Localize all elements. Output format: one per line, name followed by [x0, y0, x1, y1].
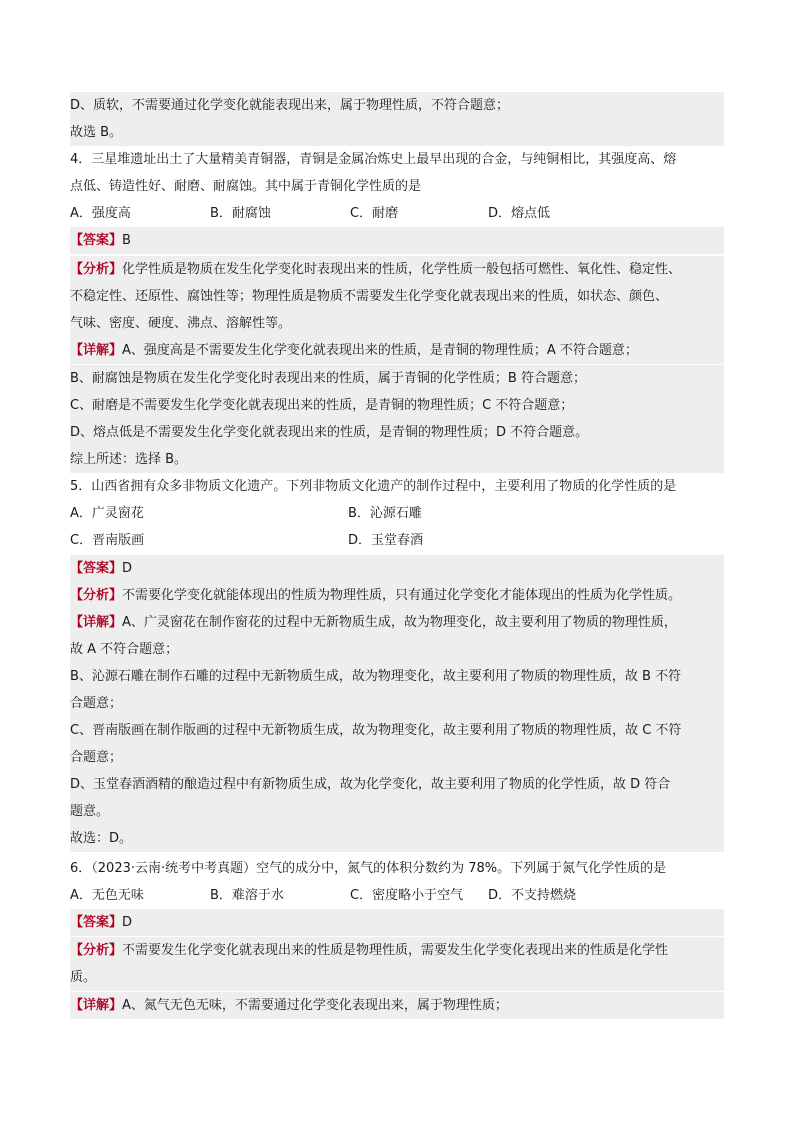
text: D	[122, 561, 133, 576]
option-a: A．广灵窗花	[70, 506, 144, 521]
option-b: B．耐腐蚀	[210, 206, 271, 221]
option-c: C．晋南版画	[70, 533, 145, 548]
question-4-options	[70, 200, 724, 227]
text-line	[70, 119, 724, 146]
text-line	[70, 446, 724, 473]
option-d: D．不支持燃烧	[488, 888, 577, 903]
option-a: A．强度高	[70, 206, 131, 221]
detail-label: 【详解】	[70, 343, 123, 358]
text-line	[70, 744, 724, 771]
text: 不稳定性、还原性、腐蚀性等；物理性质是物质不需要发生化学变化就表现出来的性质，如状态、颜色、	[70, 289, 669, 304]
text-line	[70, 717, 724, 744]
text-line	[70, 419, 724, 446]
text: 气味、密度、硬度、沸点、溶解性等。	[70, 316, 292, 331]
analysis-line	[70, 582, 724, 609]
text: 综上所述：选择 B。	[70, 452, 188, 467]
text: B	[122, 233, 131, 248]
option-d: D．玉堂春酒	[348, 533, 424, 548]
text-line	[70, 798, 724, 825]
text-line	[70, 771, 724, 798]
question-5-stem	[70, 473, 724, 500]
option-c: C．密度略小于空气	[350, 888, 464, 903]
text: C、晋南版画在制作版画的过程中无新物质生成，故为物理变化，故主要利用了物质的物理性质，故 C 不符	[70, 723, 682, 738]
text-line	[70, 636, 724, 663]
text-line	[70, 690, 724, 717]
text: 4．三星堆遗址出土了大量精美青铜器，青铜是金属冶炼史上最早出现的合金，与纯铜相比，其强度高、熔	[70, 152, 677, 167]
text-line	[70, 283, 724, 310]
text: 不需要发生化学变化就表现出来的性质是物理性质，需要发生化学变化表现出来的性质是化学性	[122, 943, 669, 958]
question-5-options	[70, 500, 724, 527]
analysis-line	[70, 256, 724, 283]
text-line	[70, 663, 724, 690]
text: 故选：D。	[70, 831, 133, 846]
text: D、熔点低是不需要发生化学变化就表现出来的性质，是青铜的物理性质；D 不符合题意。	[70, 425, 589, 440]
option-a: A．无色无味	[70, 888, 144, 903]
text-line	[70, 964, 724, 991]
detail-line	[70, 992, 724, 1019]
detail-line	[70, 337, 724, 364]
text: B、沁源石雕在制作石雕的过程中无新物质生成，故为物理变化，故主要利用了物质的物理性质，故 B 不符	[70, 669, 682, 684]
answer-line	[70, 555, 724, 582]
text-line	[70, 92, 724, 119]
question-6-stem	[70, 855, 724, 882]
analysis-label: 【分析】	[70, 943, 123, 958]
answer-line	[70, 227, 724, 254]
question-4-stem	[70, 146, 724, 173]
text-line	[70, 392, 724, 419]
text: 6．（2023·云南·统考中考真题）空气的成分中，氮气的体积分数约为 78%。下列属于氮气化学性质的是	[70, 861, 667, 876]
text: D	[122, 915, 133, 930]
analysis-label: 【分析】	[70, 262, 123, 277]
detail-label: 【详解】	[70, 998, 123, 1013]
option-d: D．熔点低	[488, 206, 551, 221]
detail-line	[70, 609, 724, 636]
answer-label: 【答案】	[70, 915, 123, 930]
question-6-options	[70, 882, 724, 909]
text: 化学性质是物质在发生化学变化时表现出来的性质，化学性质一般包括可燃性、氧化性、稳定性、	[122, 262, 682, 277]
text: 题意。	[70, 804, 110, 819]
text: A、广灵窗花在制作窗花的过程中无新物质生成，故为物理变化，故主要利用了物质的物理性质，	[122, 615, 677, 630]
text: C、耐磨是不需要发生化学变化就表现出来的性质，是青铜的物理性质；C 不符合题意；	[70, 398, 574, 413]
text: 不需要化学变化就能体现出的性质为物理性质，只有通过化学变化才能体现出的性质为化学性质。	[122, 588, 682, 603]
analysis-label: 【分析】	[70, 588, 123, 603]
option-b: B．沁源石雕	[348, 506, 422, 521]
text: 5．山西省拥有众多非物质文化遗产。下列非物质文化遗产的制作过程中，主要利用了物质的化学性质的是	[70, 479, 677, 494]
analysis-line	[70, 937, 724, 964]
text: 故 A 不符合题意；	[70, 642, 179, 657]
text: A、氮气无色无味，不需要通过化学变化表现出来，属于物理性质；	[122, 998, 508, 1013]
text: 质。	[70, 970, 97, 985]
text-line	[70, 365, 724, 392]
text: B、耐腐蚀是物质在发生化学变化时表现出来的性质，属于青铜的化学性质；B 符合题意；	[70, 371, 586, 386]
text: D、玉堂春酒酒精的酿造过程中有新物质生成，故为化学变化，故主要利用了物质的化学性质，故 D 符合	[70, 777, 671, 792]
question-5-options	[70, 527, 724, 554]
detail-label: 【详解】	[70, 615, 123, 630]
text: 故选 B。	[70, 125, 123, 140]
text: 点低、铸造性好、耐磨、耐腐蚀。其中属于青铜化学性质的是	[70, 179, 422, 194]
answer-line	[70, 909, 724, 936]
text-line	[70, 825, 724, 852]
option-b: B．难溶于水	[210, 888, 284, 903]
answer-label: 【答案】	[70, 233, 123, 248]
text: A、强度高是不需要发生化学变化就表现出来的性质，是青铜的物理性质；A 不符合题意；	[122, 343, 638, 358]
question-4-stem	[70, 173, 724, 200]
answer-label: 【答案】	[70, 561, 123, 576]
text: D、质软，不需要通过化学变化就能表现出来，属于物理性质，不符合题意；	[70, 98, 510, 113]
text-line	[70, 310, 724, 337]
option-c: C．耐磨	[350, 206, 399, 221]
text: 合题意；	[70, 750, 123, 765]
text: 合题意；	[70, 696, 123, 711]
